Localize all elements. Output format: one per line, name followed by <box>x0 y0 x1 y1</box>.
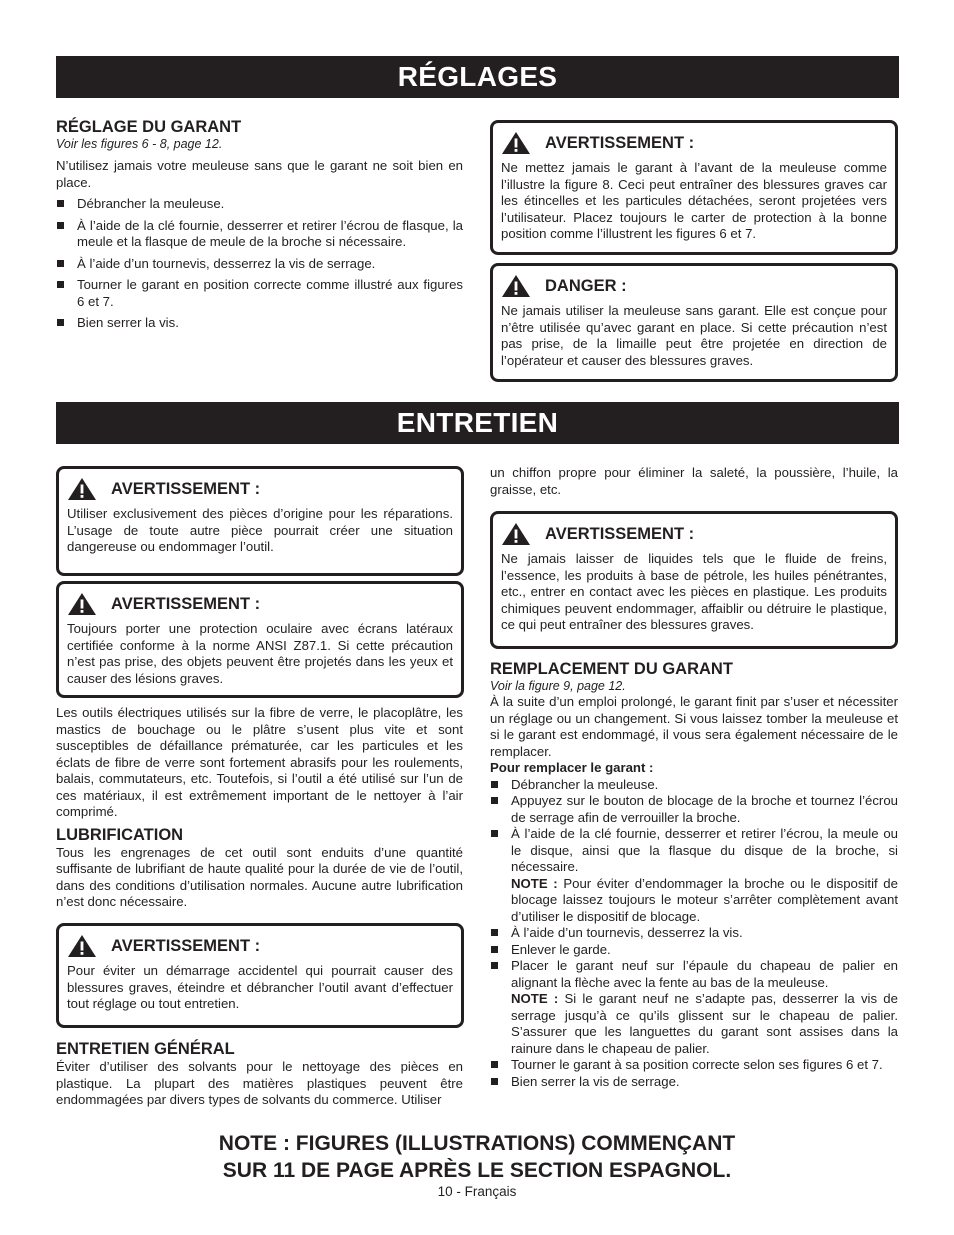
warning-box-original-parts <box>56 466 464 576</box>
warning-title: AVERTISSEMENT : <box>111 594 261 613</box>
danger-box <box>490 263 898 382</box>
warning-title: AVERTISSEMENT : <box>545 524 695 543</box>
list-item: Débrancher la meuleuse. <box>490 777 898 794</box>
remplacement-section <box>490 660 898 1090</box>
warning-text: Toujours porter une protection oculaire avec écrans latéraux certifiée conforme à la norme ANSI Z87.1. Si cette précaution n’est pas prise, des objets peuvent être projetés dans les yeux et causer des lésions graves. <box>67 621 453 686</box>
list-item: À l’aide d’un tournevis, desserrez la vis. <box>490 925 898 942</box>
warning-box-accidental-start <box>56 923 464 1028</box>
warning-text: Pour éviter un démarrage accidentel qui pourrait causer des blessures graves, éteindre et débrancher l’outil avant d’effectuer tout réglage ou tout entretien. <box>67 963 453 1011</box>
reglage-garant-steps <box>56 196 463 332</box>
lubrification-text: Tous les engrenages de cet outil sont enduits d’une quantité suffisante de lubrifiant de haute qualité pour la durée de vie de l’outil, dans des conditions d’utilisation normales. Aucune autre lubrification n’est donc nécessaire. <box>56 844 463 909</box>
list-item <box>490 958 898 1057</box>
note-label: NOTE : <box>511 875 558 891</box>
warning-triangle-icon <box>501 274 531 298</box>
remplacement-ref: Voir la figure 9, page 12. <box>490 679 626 693</box>
list-item: À l’aide de la clé fournie, desserrer et retirer l’écrou de flasque, la meule et la flasque de meule de la broche si nécessaire. <box>56 218 463 251</box>
entretien-general-heading: ENTRETIEN GÉNÉRAL <box>56 1040 235 1058</box>
reglage-garant-intro: N’utilisez jamais votre meuleuse sans que le garant ne soit bien en place. <box>56 158 463 190</box>
list-item: Appuyez sur le bouton de blocage de la broche et tournez l’écrou de serrage afin de verrouiller la broche. <box>490 793 898 826</box>
warning-triangle-icon <box>501 522 531 546</box>
remplacement-intro: À la suite d’un emploi prolongé, le garant finit par s’user et nécessiter un réglage ou un changement. Si vous laissez tomber la meuleuse et si le garant est endommagé, il vous sera également nécessaire de le remplacer. <box>490 694 898 759</box>
list-item: Bien serrer la vis. <box>56 315 463 332</box>
warning-title: AVERTISSEMENT : <box>111 479 261 498</box>
warning-triangle-icon <box>67 592 97 616</box>
warning-text: Ne mettez jamais le garant à l’avant de la meuleuse comme l’illustre la figure 8. Ceci peut entraîner des blessures graves car les étincelles et les particules détachées, seront projetées vers l’utilisateur. Placez toujours le carter de protection à la bonne position comme l’illustrent les figures 6 et 7. <box>501 160 887 241</box>
remplacement-steps <box>490 777 898 1091</box>
figures-note-line2: SUR 11 DE PAGE APRÈS LE SECTION ESPAGNOL. <box>222 1159 732 1182</box>
remplacement-heading: REMPLACEMENT DU GARANT <box>490 660 733 678</box>
list-item-text: À l’aide de la clé fournie, desserrer et retirer l’écrou, la meule ou le disque, ainsi que la flasque du disque de la broche, si nécessaire. <box>511 826 898 874</box>
danger-text: Ne jamais utiliser la meuleuse sans garant. Elle est conçue pour n’être utilisée qu’avec garant en place. Si cette précaution n’est pas prise, de la limaille peut être projetée en direction de l’opérateur et causer des blessures graves. <box>501 303 887 368</box>
note-block <box>511 991 898 1057</box>
fiberglass-paragraph-block <box>56 705 463 911</box>
warning-title: AVERTISSEMENT : <box>545 133 695 152</box>
list-item: Débrancher la meuleuse. <box>56 196 463 213</box>
list-item: Bien serrer la vis de serrage. <box>490 1074 898 1091</box>
reglage-garant-ref: Voir les figures 6 - 8, page 12. <box>56 137 223 151</box>
figures-note <box>0 1130 954 1184</box>
page-footer: 10 - Français <box>437 1184 517 1199</box>
entretien-banner: ENTRETIEN <box>56 402 899 444</box>
warning-box-eye-protection <box>56 581 464 698</box>
list-item: À l’aide d’un tournevis, desserrez la vis de serrage. <box>56 256 463 273</box>
note-text: Si le garant neuf ne s’adapte pas, desserrer la vis de serrage jusqu’à ce qu’ils glissent sur le chapeau de palier. S’assurer que les languettes du garant sont assises dans la rainure dans le chapeau de palier. <box>511 991 898 1056</box>
entretien-general-continued-block <box>490 465 898 498</box>
warning-title: AVERTISSEMENT : <box>111 936 261 955</box>
warning-triangle-icon <box>67 477 97 501</box>
entretien-general-section <box>56 1040 463 1109</box>
note-block <box>511 876 898 926</box>
note-label: NOTE : <box>511 991 559 1006</box>
figures-note-line1: NOTE : FIGURES (ILLUSTRATIONS) COMMENÇANT <box>218 1132 736 1155</box>
fiberglass-paragraph: Les outils électriques utilisés sur la fibre de verre, le placoplâtre, les mastics de bouchage ou le plâtre s’usent plus vite et sont susceptibles de défaillance prématurée, car les particules et les éclats de fibre de verre sont fortement abrasifs pour les roulements, balais, commutateurs, etc. Toutefois, si l’outil a été utilisé sur l’un de ces matériaux, il est extrêmement important de le nettoyer à l’air comprimé. <box>56 705 463 819</box>
warning-box-guard-front <box>490 120 898 255</box>
list-item: Tourner le garant en position correcte comme illustré aux figures 6 et 7. <box>56 277 463 310</box>
entretien-general-text: Éviter d’utiliser des solvants pour le nettoyage des pièces en plastique. La plupart des matières plastiques peuvent être endommagées par divers types de solvants du commerce. Utiliser <box>56 1059 463 1107</box>
entretien-general-continued: un chiffon propre pour éliminer la saleté, la poussière, l’huile, la graisse, etc. <box>490 465 898 497</box>
list-item: Enlever le garde. <box>490 942 898 959</box>
reglage-garant-heading: RÉGLAGE DU GARANT <box>56 118 242 136</box>
danger-title: DANGER : <box>545 276 627 295</box>
warning-text: Utiliser exclusivement des pièces d’origine pour les réparations. L’usage de toute autre pièce pourrait créer une situation dangereuse ou endommager l’outil. <box>67 506 453 554</box>
warning-triangle-icon <box>67 934 97 958</box>
list-item <box>490 826 898 925</box>
note-text: Pour éviter d’endommager la broche ou le dispositif de blocage laissez toujours le moteur s’arrêter complètement avant d’utiliser le dispositif de blocage. <box>511 875 898 924</box>
reglages-banner: RÉGLAGES <box>56 56 899 98</box>
warning-text: Ne jamais laisser de liquides tels que le fluide de freins, l’essence, les produits à base de pétrole, les huiles pénétrantes, etc., entrer en contact avec les pièces en plastique. Les produits chimiques peuvent endommager, affaiblir ou détruire le plastique, ce qui peut entraîner des blessures graves. <box>501 551 887 632</box>
list-item-text: Placer le garant neuf sur l’épaule du chapeau de palier en alignant la flèche avec la fente au bas de la meuleuse. <box>511 958 898 990</box>
list-item: Tourner le garant à sa position correcte selon ses figures 6 et 7. <box>490 1057 898 1074</box>
lubrification-heading: LUBRIFICATION <box>56 825 184 844</box>
warning-box-liquids <box>490 511 898 649</box>
remplacement-subheading: Pour remplacer le garant : <box>490 760 654 775</box>
reglage-garant-section <box>56 118 463 332</box>
warning-triangle-icon <box>501 131 531 155</box>
